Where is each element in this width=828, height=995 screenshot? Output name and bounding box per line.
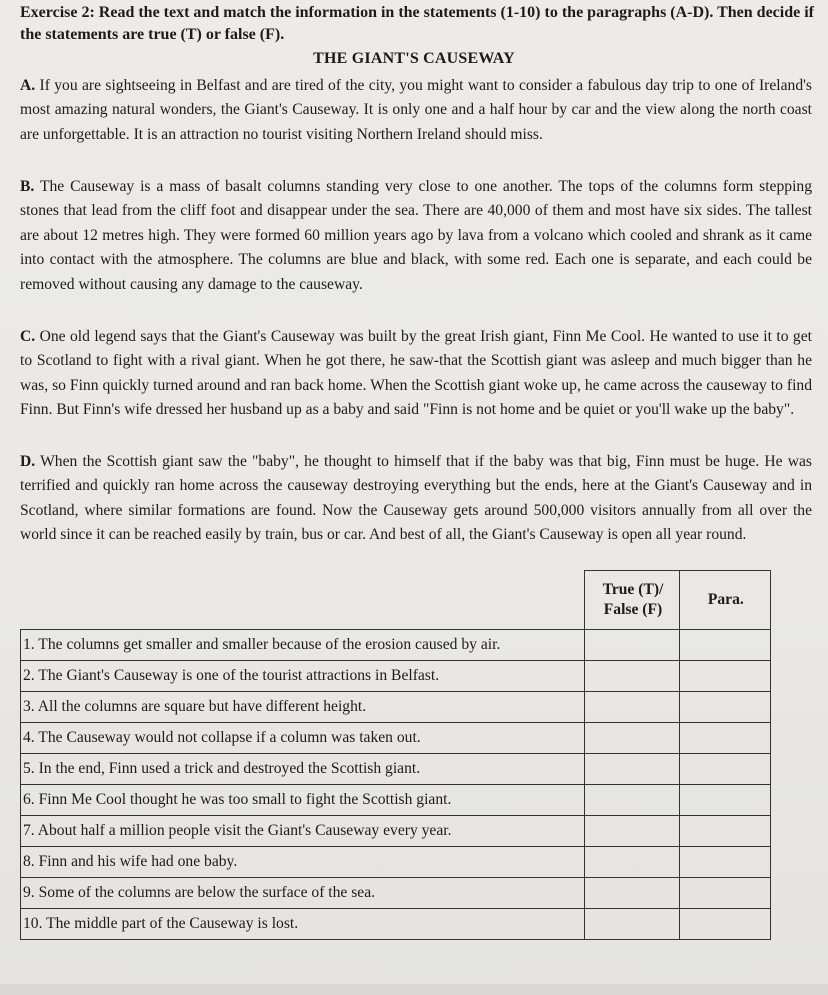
statement-cell: 7. About half a million people visit the Giant's Causeway every year. [21,816,585,847]
statement-cell: 1. The columns get smaller and smaller because of the erosion caused by air. [21,630,585,661]
paragraph-answer-cell[interactable] [679,692,770,723]
table-row [21,754,771,785]
header-para: Para. [679,571,770,630]
statement-cell: 3. All the columns are square but have different height. [21,692,585,723]
header-true-false-line1: True (T)/ [602,581,664,598]
answer-table [20,570,771,940]
true-false-answer-cell[interactable] [585,630,679,661]
header-true-false-line2: False (F) [603,601,663,618]
paragraph-answer-cell[interactable] [679,847,770,878]
table-row [21,878,771,909]
paragraph-letter: C. [20,328,36,345]
paragraph-answer-cell[interactable] [679,816,770,847]
true-false-answer-cell[interactable] [585,878,679,909]
header-blank [21,571,585,630]
paragraph-answer-cell[interactable] [679,785,770,816]
true-false-answer-cell[interactable] [585,816,679,847]
table-row [21,816,771,847]
paragraph-answer-cell[interactable] [679,878,770,909]
statement-cell: 5. In the end, Finn used a trick and destroyed the Scottish giant. [21,754,585,785]
paragraph-d [20,450,812,548]
paragraph-a [20,74,812,147]
true-false-answer-cell[interactable] [585,692,679,723]
true-false-answer-cell[interactable] [585,754,679,785]
statement-cell: 6. Finn Me Cool thought he was too small to fight the Scottish giant. [21,785,585,816]
table-header-row [21,571,771,630]
paragraph-answer-cell[interactable] [679,723,770,754]
true-false-answer-cell[interactable] [585,847,679,878]
paragraph-answer-cell[interactable] [679,754,770,785]
statement-cell: 9. Some of the columns are below the surface of the sea. [21,878,585,909]
table-row [21,723,771,754]
statement-cell: 4. The Causeway would not collapse if a column was taken out. [21,723,585,754]
paragraph-letter: A. [20,77,36,94]
table-row [21,785,771,816]
true-false-answer-cell[interactable] [585,909,679,940]
paragraph-c [20,325,812,423]
page-bottom-edge [0,984,828,995]
paragraph-text: One old legend says that the Giant's Causeway was built by the great Irish giant, Finn Me Cool. He wanted to use it to get to Scotland to fight with a rival giant. When he got there, he saw-that the Scottish giant was asleep and much bigger than he was, so Finn quickly turned around and ran back home. When the Scottish giant woke up, he came across the causeway to find Finn. But Finn's wife dressed her husband up as a baby and said "Finn is not home and be quiet or you'll wake up the baby". [20,328,812,419]
statement-cell: 10. The middle part of the Causeway is lost. [21,909,585,940]
header-true-false [585,571,679,630]
table-row [21,909,771,940]
table-row [21,630,771,661]
paragraph-answer-cell[interactable] [679,661,770,692]
statement-cell: 8. Finn and his wife had one baby. [21,847,585,878]
paragraph-text: When the Scottish giant saw the "baby", he thought to himself that if the baby was that big, Finn must be huge. He was terrified and quickly ran home across the causeway destroying everything but the ends, here at the Giant's Causeway and in Scotland, where similar formations are found. Now the Causeway gets around 500,000 visitors annually from all over the world since it can be reached easily by train, bus or car. And best of all, the Giant's Causeway is open all year round. [20,453,812,544]
paragraph-text: The Causeway is a mass of basalt columns standing very close to one another. The tops of the columns form stepping stones that lead from the cliff foot and disappear under the sea. There are 40,000 of them and most have six sides. The tallest are about 12 metres high. They were formed 60 million years ago by lava from a volcano which cooled and shrank as it came into contact with the atmosphere. The columns are blue and black, with some red. Each one is separate, and each could be removed without causing any damage to the causeway. [20,178,812,293]
true-false-answer-cell[interactable] [585,661,679,692]
paragraph-text: If you are sightseeing in Belfast and are tired of the city, you might want to consider a fabulous day trip to one of Ireland's most amazing natural wonders, the Giant's Causeway. It is only one and a half hour by car and the view along the north coast are unforgettable. It is an attraction no tourist visiting Northern Ireland should miss. [20,77,813,143]
true-false-answer-cell[interactable] [585,785,679,816]
paragraph-answer-cell[interactable] [679,630,770,661]
reading-title: THE GIANT'S CAUSEWAY [313,50,515,67]
paragraph-letter: B. [20,178,35,195]
table-row [21,661,771,692]
exercise-instructions: Exercise 2: Read the text and match the information in the statements (1-10) to the paragraphs (A-D). Then decide if the statements are true (T) or false (F). [20,4,814,43]
statement-cell: 2. The Giant's Causeway is one of the tourist attractions in Belfast. [21,661,585,692]
table-row [21,692,771,723]
paragraph-letter: D. [20,453,36,470]
true-false-answer-cell[interactable] [585,723,679,754]
table-row [21,847,771,878]
paragraph-answer-cell[interactable] [679,909,770,940]
paragraph-b [20,175,812,297]
